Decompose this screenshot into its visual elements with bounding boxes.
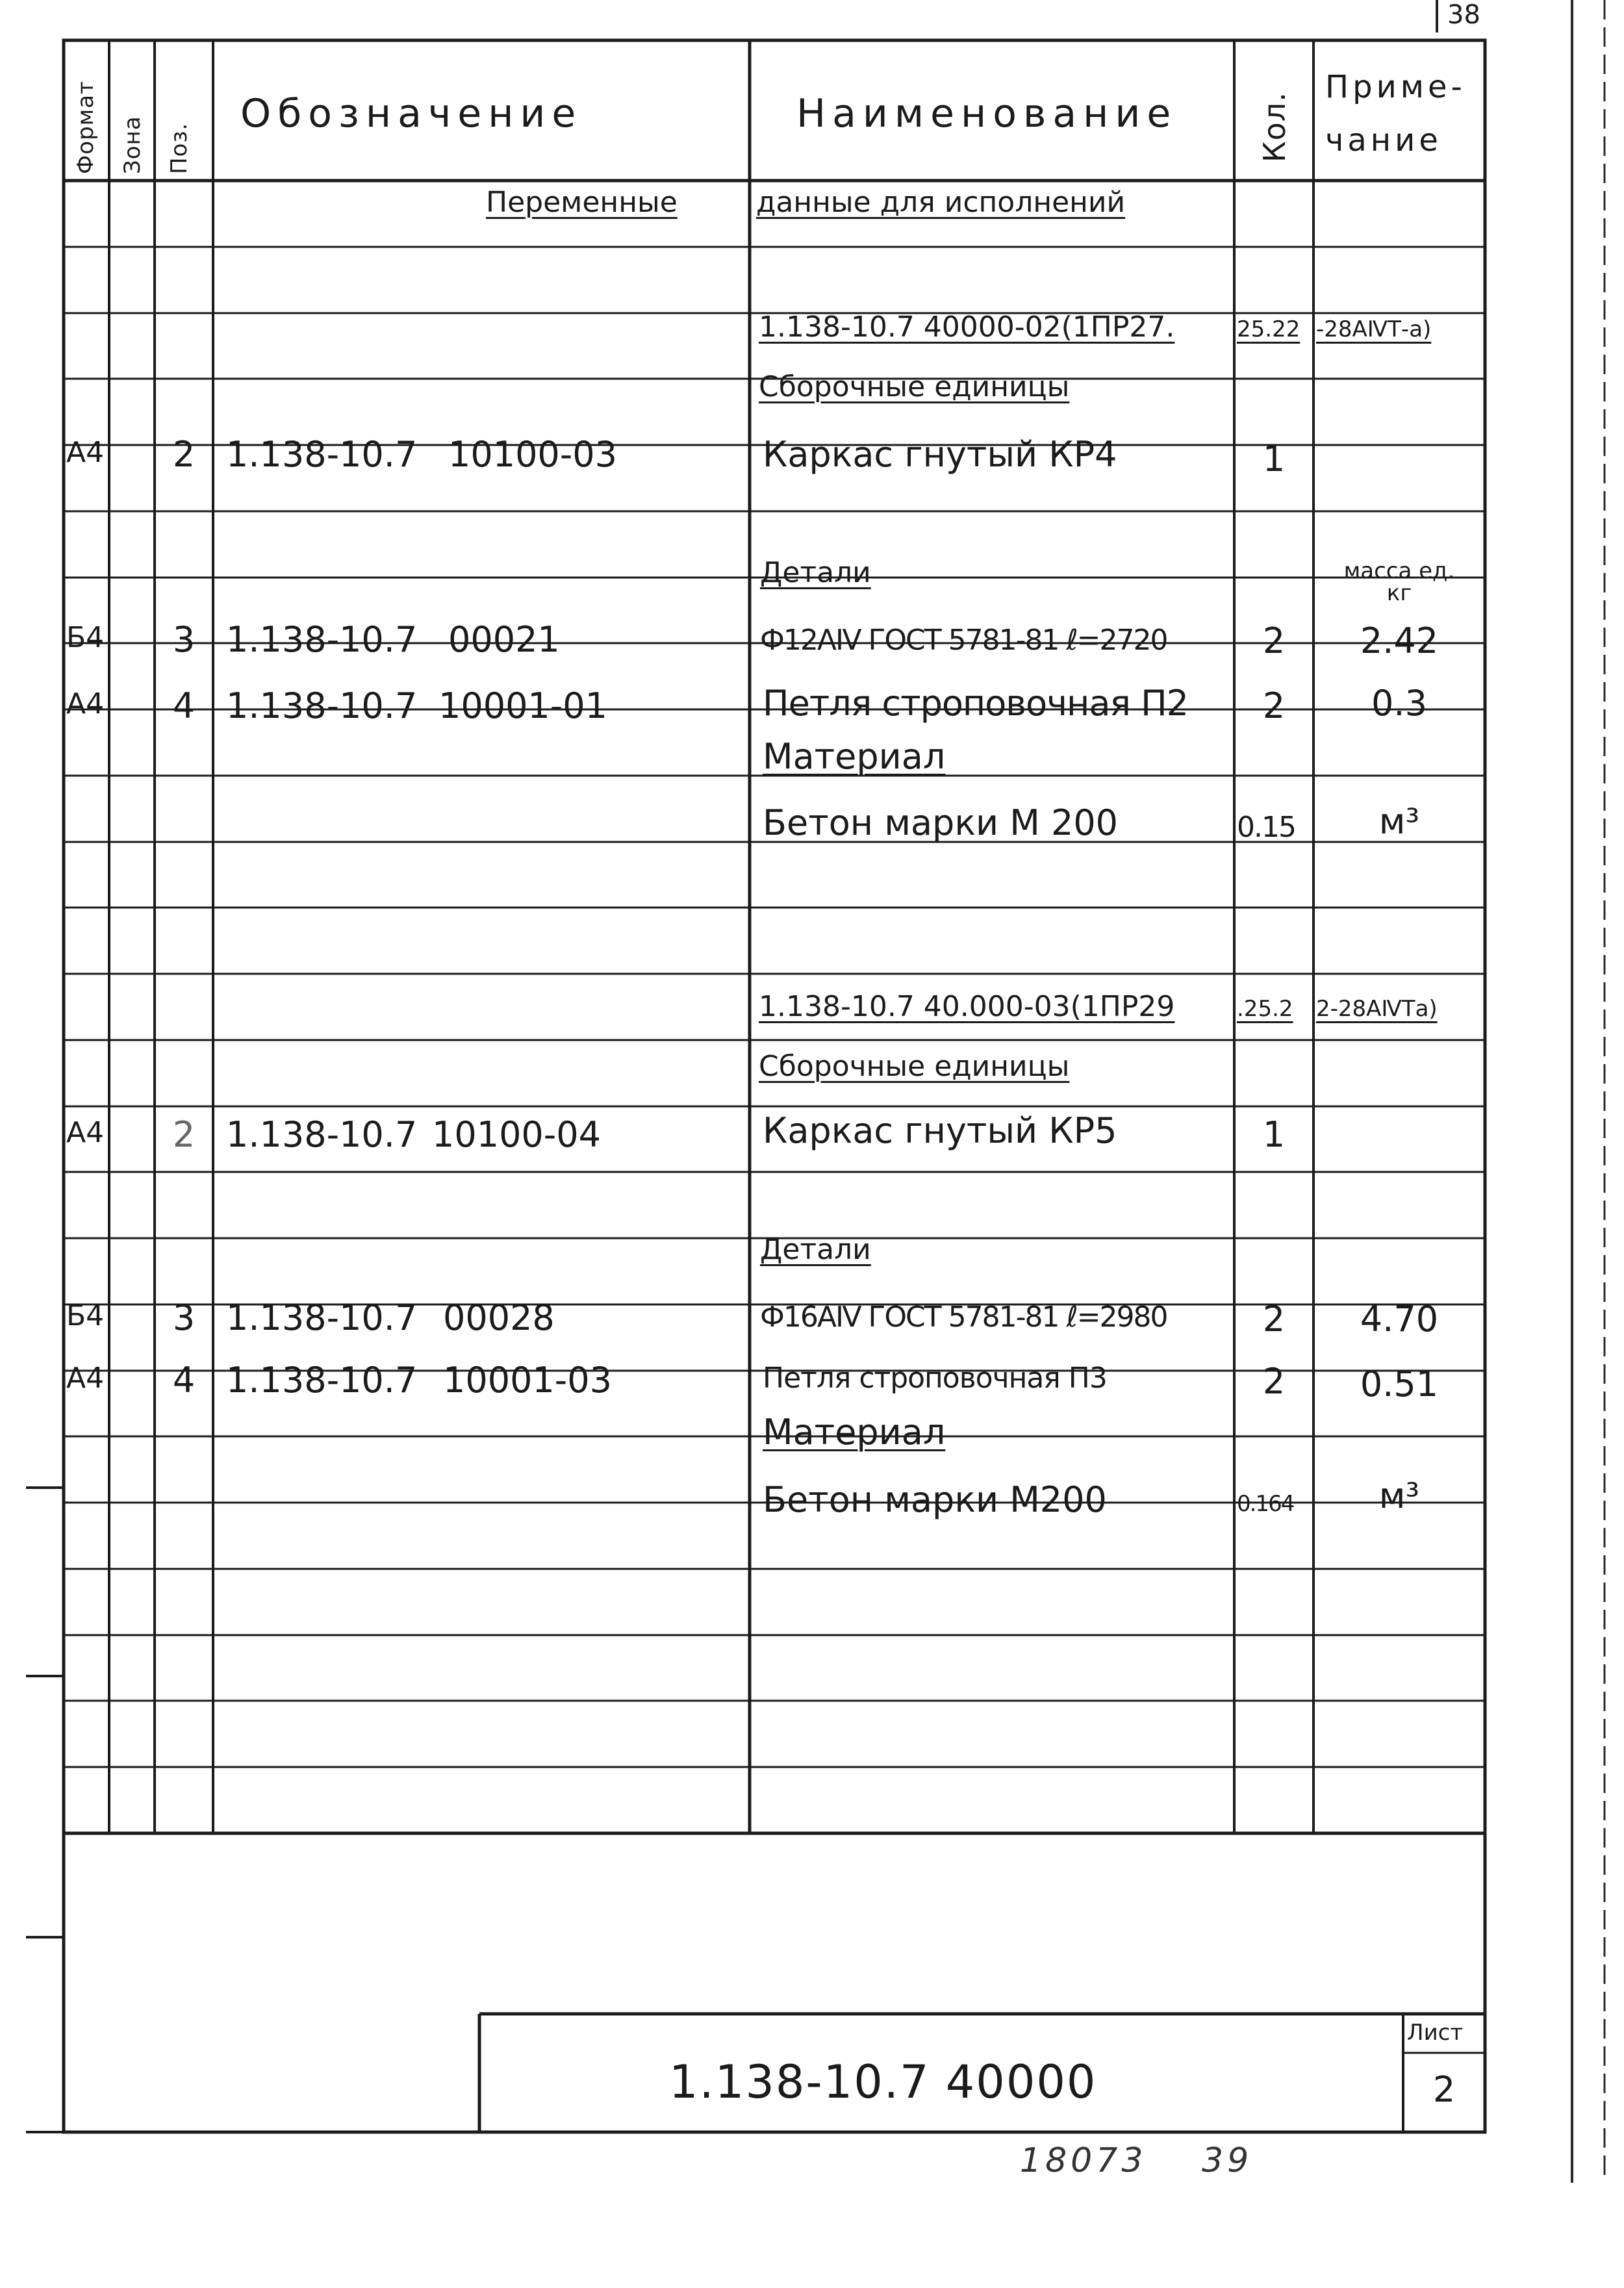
variant1-row1-designation-b: 10100-03: [448, 434, 617, 475]
sheet-number: 2: [1432, 2069, 1456, 2110]
variant2-row3-designation-b: 10001-03: [443, 1360, 612, 1401]
variant2-row4-name: Бетон марки М200: [763, 1479, 1107, 1520]
variant1-row1-designation-a: 1.138-10.7: [226, 434, 418, 475]
variant1-assembly-header: Сборочные единицы: [759, 370, 1070, 403]
variant2-row1-qty: 1: [1262, 1114, 1286, 1155]
variant2-assembly-header: Сборочные единицы: [759, 1050, 1070, 1083]
variant1-details-header: Детали: [760, 556, 871, 589]
variant1-row2-format: Б4: [66, 621, 105, 654]
variant2-row4-note: м³: [1378, 1475, 1420, 1516]
variant2-row2-name: Ф16АⅣ ГОСТ 5781-81 ℓ=2980: [760, 1301, 1167, 1334]
page-number-text: 38: [1447, 0, 1480, 30]
variant2-row3-note: 0.51: [1360, 1364, 1439, 1405]
variant1-title-name: 1.138-10.7 40000-02(1ПР27.: [759, 311, 1175, 344]
variant1-row2-qty: 2: [1262, 620, 1286, 661]
variant1-row1-format: А4: [66, 436, 105, 469]
variant1-row1-pos: 2: [172, 434, 196, 475]
variant2-row1-name: Каркас гнутый КР5: [763, 1110, 1117, 1151]
variant1-row2-designation-b: 00021: [448, 619, 560, 660]
variant1-row4-name: Бетон марки М 200: [763, 802, 1119, 843]
variant1-row2-name: Ф12АⅣ ГОСТ 5781-81 ℓ=2720: [760, 624, 1167, 657]
variant2-row1-pos: 2: [172, 1114, 196, 1155]
header-designation: Обозначение: [240, 91, 583, 136]
variant2-material-header: Материал: [763, 1412, 946, 1453]
variant1-row2-designation-a: 1.138-10.7: [226, 619, 418, 660]
variant1-mass-line2: кг: [1386, 580, 1412, 606]
variant1-row4-note: м³: [1378, 801, 1420, 842]
variant1-row2-note: 2.42: [1360, 620, 1439, 661]
inventory-number: 18073: [1020, 2141, 1147, 2180]
header-position: Поз.: [166, 122, 192, 174]
variant2-row2-designation-a: 1.138-10.7: [226, 1297, 418, 1338]
variant2-row1-format: А4: [66, 1116, 105, 1149]
variant2-row2-note: 4.70: [1360, 1299, 1439, 1340]
variant2-title-note: 2-28АⅣТа): [1316, 996, 1438, 1022]
header-note-line1: Приме-: [1325, 69, 1466, 105]
footer-number: 39: [1202, 2141, 1253, 2180]
variant2-details-header: Детали: [760, 1233, 871, 1266]
header-note-line2: чание: [1325, 122, 1442, 159]
variant1-row3-designation-a: 1.138-10.7: [226, 685, 418, 726]
variant1-material-header: Материал: [763, 736, 946, 777]
variant2-row2-format: Б4: [66, 1299, 105, 1332]
sheet-label: Лист: [1407, 2020, 1464, 2046]
variant1-title-note: -28АⅣТ-а): [1316, 316, 1432, 342]
variant1-row1-name: Каркас гнутый КР4: [763, 434, 1117, 475]
variant1-title-qty: 25.22: [1237, 316, 1300, 342]
variant1-row3-name: Петля строповочная П2: [763, 683, 1189, 724]
variant1-row1-qty: 1: [1262, 439, 1286, 479]
variant1-row3-designation-b: 10001-01: [438, 685, 607, 726]
variant2-row3-format: А4: [66, 1362, 105, 1395]
variant2-row2-pos: 3: [172, 1297, 196, 1338]
variant1-row2-pos: 3: [172, 619, 196, 660]
section-title-right: данные для исполнений: [756, 186, 1126, 219]
variant2-title-name: 1.138-10.7 40.000-03(1ПР29: [759, 990, 1175, 1023]
header-zone: Зона: [120, 116, 146, 174]
variant2-row3-pos: 4: [172, 1360, 196, 1401]
variant2-row3-name: Петля строповочная П3: [763, 1362, 1107, 1395]
header-quantity: Кол.: [1257, 92, 1292, 162]
variant2-row2-qty: 2: [1262, 1299, 1286, 1340]
variant2-row2-designation-b: 00028: [443, 1297, 555, 1338]
section-title-left: Переменные: [486, 186, 678, 219]
variant1-mass-line1: масса ед.: [1343, 558, 1455, 584]
document-designation: 1.138-10.7 40000: [669, 2055, 1097, 2109]
variant2-row1-designation-b: 10100-04: [432, 1114, 601, 1155]
variant1-row3-qty: 2: [1262, 685, 1286, 726]
header-format: Формат: [73, 81, 99, 174]
variant1-row3-note: 0.3: [1371, 683, 1427, 724]
variant2-title-qty: .25.2: [1237, 996, 1293, 1022]
variant2-row3-qty: 2: [1262, 1361, 1286, 1402]
variant2-row4-qty: 0.164: [1237, 1491, 1294, 1517]
variant1-row3-format: А4: [66, 687, 105, 720]
variant2-row1-designation-a: 1.138-10.7: [226, 1114, 418, 1155]
header-name: Наименование: [796, 91, 1178, 136]
variant1-row4-qty: 0.15: [1237, 811, 1295, 844]
variant2-row3-designation-a: 1.138-10.7: [226, 1360, 418, 1401]
variant1-row3-pos: 4: [172, 685, 196, 726]
